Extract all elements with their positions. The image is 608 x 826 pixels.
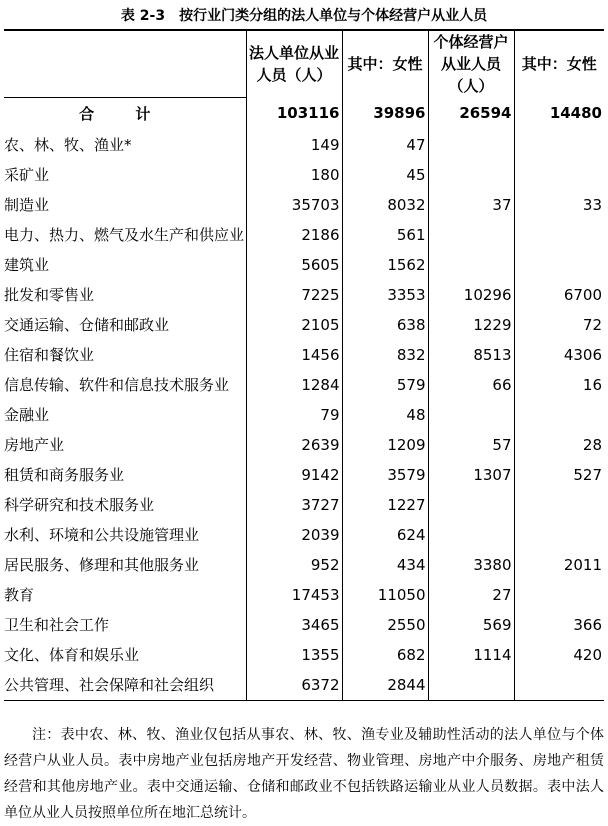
industry-name: 房地产业 [4, 435, 65, 454]
header-individual-female: 其中：女性 [514, 30, 604, 97]
industry-name: 文化、体育和娱乐业 [4, 645, 140, 664]
legal-female-count: 45 [342, 160, 428, 190]
legal-female-count: 1209 [342, 430, 428, 460]
legal-count: 180 [246, 160, 342, 190]
individual-female-count [514, 520, 604, 550]
employment-table [4, 29, 604, 701]
table-row [4, 430, 604, 460]
table-row [4, 160, 604, 190]
table-row [4, 250, 604, 280]
individual-female-count [514, 490, 604, 520]
legal-count: 2039 [246, 520, 342, 550]
individual-count: 66 [428, 370, 514, 400]
footnote: 注：表中农、林、牧、渔业仅包括从事农、林、牧、渔专业及辅助性活动的法人单位与个体经营户从业人员。表中房地产业包括房地产开发经营、物业管理、房地产中介服务、房地产租赁经营和其他房地产业。表中交通运输、仓储和邮政业不包括铁路运输业从业人员数据。表中法人单位从业人员按照单位所在地汇总统计。 [4, 727, 604, 821]
table-row [4, 280, 604, 310]
legal-count: 149 [246, 130, 342, 160]
table-row [4, 670, 604, 701]
table-row [4, 370, 604, 400]
legal-female-count: 638 [342, 310, 428, 340]
legal-count: 6372 [246, 670, 342, 701]
total-legal-female: 39896 [342, 97, 428, 130]
industry-name: 建筑业 [4, 255, 50, 274]
legal-count: 5605 [246, 250, 342, 280]
legal-female-count: 624 [342, 520, 428, 550]
legal-female-count: 434 [342, 550, 428, 580]
legal-count: 3727 [246, 490, 342, 520]
individual-female-count: 6700 [514, 280, 604, 310]
legal-female-count: 1227 [342, 490, 428, 520]
individual-female-count [514, 160, 604, 190]
legal-count: 79 [246, 400, 342, 430]
individual-count [428, 400, 514, 430]
individual-female-count: 16 [514, 370, 604, 400]
individual-count [428, 670, 514, 701]
individual-count: 1307 [428, 460, 514, 490]
legal-female-count: 47 [342, 130, 428, 160]
table-row [4, 400, 604, 430]
industry-name: 科学研究和技术服务业 [4, 495, 155, 514]
individual-count [428, 130, 514, 160]
individual-count: 569 [428, 610, 514, 640]
legal-female-count: 48 [342, 400, 428, 430]
individual-female-count [514, 580, 604, 610]
individual-female-count: 366 [514, 610, 604, 640]
legal-female-count: 2550 [342, 610, 428, 640]
table-row [4, 520, 604, 550]
legal-female-count: 561 [342, 220, 428, 250]
industry-name: 信息传输、软件和信息技术服务业 [4, 375, 230, 394]
individual-female-count: 4306 [514, 340, 604, 370]
table-row [4, 310, 604, 340]
legal-count: 2105 [246, 310, 342, 340]
legal-count: 1456 [246, 340, 342, 370]
table-row [4, 610, 604, 640]
legal-count: 1355 [246, 640, 342, 670]
individual-female-count: 72 [514, 310, 604, 340]
individual-count [428, 490, 514, 520]
industry-name: 电力、热力、燃气及水生产和供应业 [4, 225, 245, 244]
industry-name: 卫生和社会工作 [4, 615, 110, 634]
industry-name: 金融业 [4, 405, 50, 424]
individual-female-count [514, 670, 604, 701]
legal-count: 2186 [246, 220, 342, 250]
header-legal-female: 其中：女性 [342, 30, 428, 97]
table-row [4, 490, 604, 520]
individual-count [428, 520, 514, 550]
legal-count: 35703 [246, 190, 342, 220]
table-row [4, 460, 604, 490]
legal-count: 7225 [246, 280, 342, 310]
industry-name: 公共管理、社会保障和社会组织 [4, 670, 246, 701]
total-individual: 26594 [428, 97, 514, 130]
legal-female-count: 1562 [342, 250, 428, 280]
legal-female-count: 11050 [342, 580, 428, 610]
legal-count: 9142 [246, 460, 342, 490]
table-title: 表 2-3 按行业门类分组的法人单位与个体经营户从业人员 [120, 8, 488, 24]
table-row [4, 640, 604, 670]
individual-female-count [514, 250, 604, 280]
individual-count: 3380 [428, 550, 514, 580]
legal-female-count: 3579 [342, 460, 428, 490]
industry-name: 住宿和餐饮业 [4, 345, 95, 364]
individual-count: 8513 [428, 340, 514, 370]
individual-count: 37 [428, 190, 514, 220]
legal-female-count: 832 [342, 340, 428, 370]
total-row [4, 97, 604, 130]
individual-count: 57 [428, 430, 514, 460]
individual-female-count [514, 400, 604, 430]
individual-female-count [514, 130, 604, 160]
industry-name: 采矿业 [4, 165, 50, 184]
total-legal: 103116 [246, 97, 342, 130]
legal-female-count: 2844 [342, 670, 428, 701]
legal-female-count: 3353 [342, 280, 428, 310]
legal-female-count: 682 [342, 640, 428, 670]
legal-female-count: 579 [342, 370, 428, 400]
individual-count [428, 250, 514, 280]
table-row [4, 220, 604, 250]
individual-count [428, 220, 514, 250]
individual-female-count: 28 [514, 430, 604, 460]
individual-female-count: 420 [514, 640, 604, 670]
header-individual: 个体经营户从业人员（人） [428, 30, 514, 97]
individual-female-count: 33 [514, 190, 604, 220]
industry-name: 租赁和商务服务业 [4, 465, 125, 484]
industry-name: 制造业 [4, 195, 50, 214]
table-row [4, 340, 604, 370]
industry-name: 农、林、牧、渔业* [4, 135, 132, 154]
legal-female-count: 8032 [342, 190, 428, 220]
table-row [4, 580, 604, 610]
table-row [4, 550, 604, 580]
legal-count: 2639 [246, 430, 342, 460]
industry-name: 教育 [4, 585, 35, 604]
individual-count: 1114 [428, 640, 514, 670]
header-industry [4, 30, 246, 97]
individual-female-count: 2011 [514, 550, 604, 580]
table-row [4, 190, 604, 220]
industry-name: 水利、环境和公共设施管理业 [4, 525, 200, 544]
legal-count: 3465 [246, 610, 342, 640]
header-legal-entity: 法人单位从业人员（人） [246, 30, 342, 97]
legal-count: 17453 [246, 580, 342, 610]
legal-count: 952 [246, 550, 342, 580]
industry-name: 居民服务、修理和其他服务业 [4, 555, 200, 574]
total-individual-female: 14480 [514, 97, 604, 130]
total-label: 合 计 [79, 104, 169, 123]
individual-count: 1229 [428, 310, 514, 340]
industry-name: 交通运输、仓储和邮政业 [4, 315, 170, 334]
individual-count: 27 [428, 580, 514, 610]
individual-count: 10296 [428, 280, 514, 310]
individual-count [428, 160, 514, 190]
industry-name: 批发和零售业 [4, 285, 95, 304]
individual-female-count [514, 220, 604, 250]
legal-count: 1284 [246, 370, 342, 400]
individual-female-count: 527 [514, 460, 604, 490]
table-row [4, 130, 604, 160]
